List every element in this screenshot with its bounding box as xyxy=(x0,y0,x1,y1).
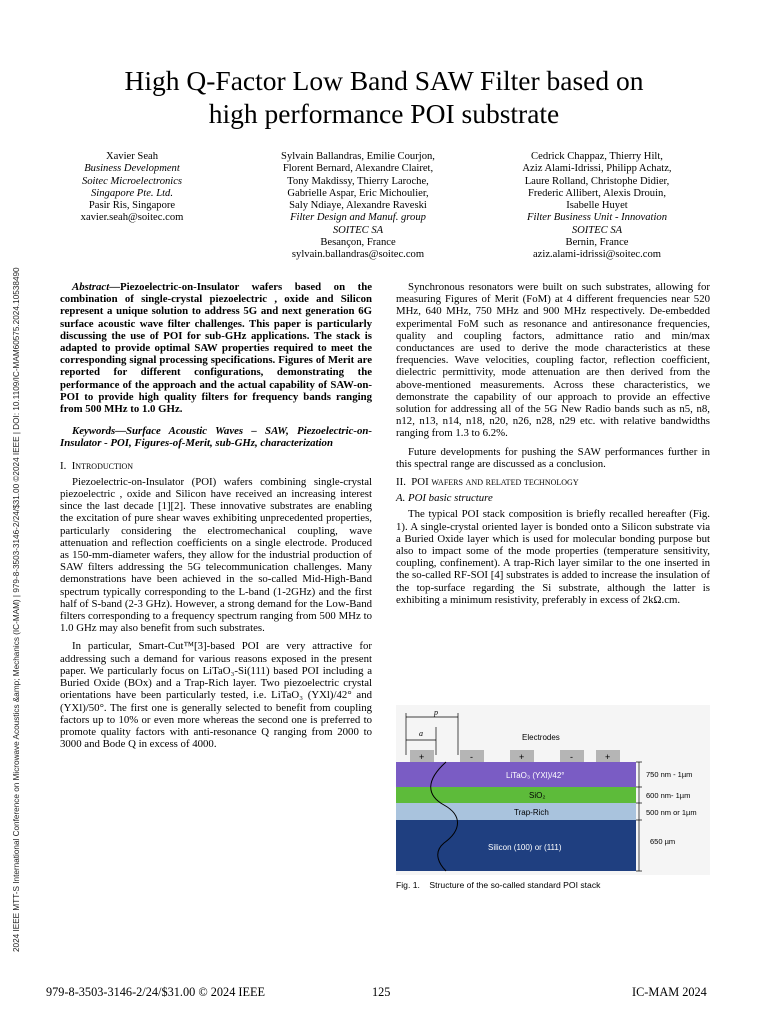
sidebar-text: 2024 IEEE MTT-S International Conference on Microwave Acoustics &amp; Mechanics (IC-MAM) | 979-8-3503-3146-2/24/$31.00 ©2024 IEEE | DOI: 10.1109/IC-MAM60575.2024.10538490 xyxy=(12,267,21,952)
author-dept: Business Development xyxy=(84,163,180,175)
author-names: Aziz Alami-Idrissi, Philipp Achatz, xyxy=(522,163,672,175)
electrode-sign: + xyxy=(605,752,611,762)
section-number: II. xyxy=(396,476,406,489)
title-line-1: High Q-Factor Low Band SAW Filter based on xyxy=(124,65,644,96)
author-city: Pasir Ris, Singapore xyxy=(88,200,176,212)
author-names: Cedrick Chappaz, Thierry Hilt, xyxy=(531,151,663,162)
author-org: Soitec Microelectronics xyxy=(81,175,183,187)
electrode-sign: + xyxy=(419,752,425,762)
body-paragraph-1: Synchronous resonators were built on such substrates, allowing for measuring Figures of Merit (FoM) at 4 different frequencies near 520 MHz, 640 MHz, 750 MHz and 900 MHz respectively. De-embedded experimental FoM such as resonance and antiresonance frequencies, quality and coupling factors, admittance ratio and min/max conductances are used to derive the mode characteristics at these frequencies. Wave velocities, coupling factor, reflection coefficient, dielectric permittivity, mode attenuation are then derived from the above-mentioned measurements. Across these characteristics, we demonstrate the capability of our approach to provide an effective solution for addressing all of the 5G New Radio bands such as n5, n8, n12, n13, n14, n18, n20, n26, n28, n29 etc. with relative bandwidths ranging from 1.3 to 6.2%. xyxy=(396,281,710,440)
abstract xyxy=(60,281,372,415)
author-names: Sylvain Ballandras, Emilie Courjon, xyxy=(281,151,435,162)
intro-paragraph-2: In particular, Smart-Cut™[3]-based POI are very attractive for addressing such a demand for various reasons exposed in the present paper. We particularly focus on LiTaO₃-Si(111) based POI including a Buried Oxide (BOx) and a Trap-Rich layer. Two piezoelectric crystal orientations have been particularly tested, i.e. LiTaO₃ (YXl)/42° and (YXl)/50°. The first one is generally selected to benefit from coupling factors up to 10% or even more whereas the second one is preferred to promote quality factors with anti-resonance Q ranging from 2000 to 3000 and Bode Q in excess of 4000. xyxy=(60,640,372,751)
author-org: SOITEC SA xyxy=(332,224,384,236)
author-names: Gabrielle Aspar, Eric Michoulier, xyxy=(287,187,429,199)
right-column xyxy=(396,281,710,606)
electrode-sign: - xyxy=(570,752,573,762)
author-name: Xavier Seah xyxy=(105,151,159,162)
keywords-text: Surface Acoustic Waves – SAW, Piezoelectric-on-Insulator - POI, Figures-of-Merit, sub-GHz, characterization xyxy=(60,425,372,450)
figure-poi-stack xyxy=(396,705,710,875)
author-org-2: Singapore Pte. Ltd. xyxy=(91,187,173,199)
author-dept: Filter Design and Manuf. group xyxy=(290,212,426,224)
poi-stack-diagram xyxy=(396,705,710,875)
footer-isbn: 979-8-3503-3146-2/24/$31.00 © 2024 IEEE xyxy=(46,985,266,999)
thickness-sio2: 600 nm- 1µm xyxy=(646,791,691,800)
author-names: Tony Makdissy, Thierry Laroche, xyxy=(287,175,429,187)
thickness-litao3: 750 nm - 1µm xyxy=(646,770,693,779)
layer-label-trap-rich: Trap-Rich xyxy=(514,808,549,817)
abstract-label: Abstract xyxy=(72,281,110,293)
author-names: Saly Ndiaye, Alexandre Raveski xyxy=(289,200,427,212)
author-names: Frederic Allibert, Alexis Drouin, xyxy=(528,187,666,199)
section-title: Introduction xyxy=(71,459,134,472)
section-heading-2 xyxy=(396,476,710,488)
author-block-3 xyxy=(498,151,696,262)
section-number: I. xyxy=(60,459,67,472)
author-city: Besançon, France xyxy=(320,237,396,249)
author-names: Isabelle Huyet xyxy=(566,200,628,212)
sio2-layer xyxy=(396,787,636,803)
author-email: sylvain.ballandras@soitec.com xyxy=(291,249,425,261)
layer-label-litao3: LiTaO₃ (YXl)/42° xyxy=(506,771,565,780)
author-dept: Filter Business Unit - Innovation xyxy=(526,212,668,224)
layer-label-sio2: SiO₂ xyxy=(529,791,546,800)
author-email: xavier.seah@soitec.com xyxy=(80,212,184,224)
author-names: Laure Rolland, Christophe Didier, xyxy=(524,175,670,187)
author-block-2 xyxy=(259,151,457,262)
section-title: POI wafers and related technology xyxy=(411,476,579,489)
thickness-silicon: 650 µm xyxy=(650,837,676,846)
section-heading-1 xyxy=(60,460,372,472)
abstract-text: —Piezoelectric-on-Insulator wafers based on the combination of single-crystal piezoelectric , oxide and Silicon represent a unique solution to address 5G and next generation 6G surface acoustic wave filter challenges. This paper is particularly discussing the use of POI for sub-GHz applications. The stack is adapted to provide optimal SAW properties required to meet the corresponding signal processing specifications. Figures of Merit are reported for different configurations, demonstrating the performance of the approach and the actual capability of SAW-on-POI to provide high quality filters for frequency bands ranging from 500 MHz to 1.0 GHz. xyxy=(60,281,372,416)
electrode-sign: - xyxy=(470,752,473,762)
body-paragraph-2: Future developments for pushing the SAW performances further in this spectral range are discussed as a conclusion. xyxy=(396,445,710,470)
title-line-2: high performance POI substrate xyxy=(208,98,560,129)
width-label: a xyxy=(419,729,423,738)
intro-paragraph-1: Piezoelectric-on-Insulator (POI) wafers combining single-crystal piezoelectric , oxide and Silicon have received an increasing interest since the last decade [1][2]. These innovative substrates are enabling the excitation of pure shear waves exhibiting unprecedented properties, particularly considering the electromechanical coupling, wave attenuation and reflection coefficients on a single electrode. Produced as 150-mm-diameter wafers, they allow for the industrial production of SAW filters addressing the 5G telecommunication challenges. Many demonstrations have been achieved in the so-called Mid-High-Band spectrum typically corresponding to the L-band (1-2GHz) and the first half of S-band (2-3 GHz). However, a strong demand for the Low-Band filters corresponding to a frequency spectrum ranging from 500 MHz to 1.0 GHz may also benefit from such substrates. xyxy=(60,475,372,635)
page-number: 125 xyxy=(372,985,391,999)
author-names: Florent Bernard, Alexandre Clairet, xyxy=(282,163,434,175)
author-city: Bernin, France xyxy=(565,237,629,249)
electrode-sign: + xyxy=(519,752,525,762)
subsection-heading: A. POI basic structure xyxy=(396,492,493,505)
electrodes-label: Electrodes xyxy=(522,733,560,742)
keywords-label: Keywords— xyxy=(72,425,126,438)
layer-label-silicon: Silicon (100) or (111) xyxy=(488,843,562,852)
pitch-label: p xyxy=(434,708,438,717)
author-block-1 xyxy=(72,151,192,225)
footer-conference: IC-MAM 2024 xyxy=(632,985,707,999)
figure-caption: Fig. 1. Structure of the so-called standard POI stack xyxy=(396,880,601,890)
paper-title xyxy=(60,64,708,130)
keywords xyxy=(60,425,372,449)
author-org: SOITEC SA xyxy=(571,224,623,236)
body-paragraph-3: The typical POI stack composition is briefly recalled hereafter (Fig. 1). A single-crystal oriented layer is bonded onto a Silicon substrate via a Buried Oxide layer which is used for molecular bonding purpose but also to impact some of the mode properties (temperature sensitivity, coupling, confinement). A trap-Rich layer similar to the one inserted in the so-called RF-SOI [4] substrates is added to increase the insulation of the top-surface regarding the Si substrate, although the latter is exhibiting a minimum resistivity, preferably in excess of 2kΩ.cm. xyxy=(396,508,710,606)
left-column xyxy=(60,281,372,750)
thickness-trap-rich: 500 nm or 1µm xyxy=(646,808,697,817)
author-email: aziz.alami-idrissi@soitec.com xyxy=(532,249,661,261)
